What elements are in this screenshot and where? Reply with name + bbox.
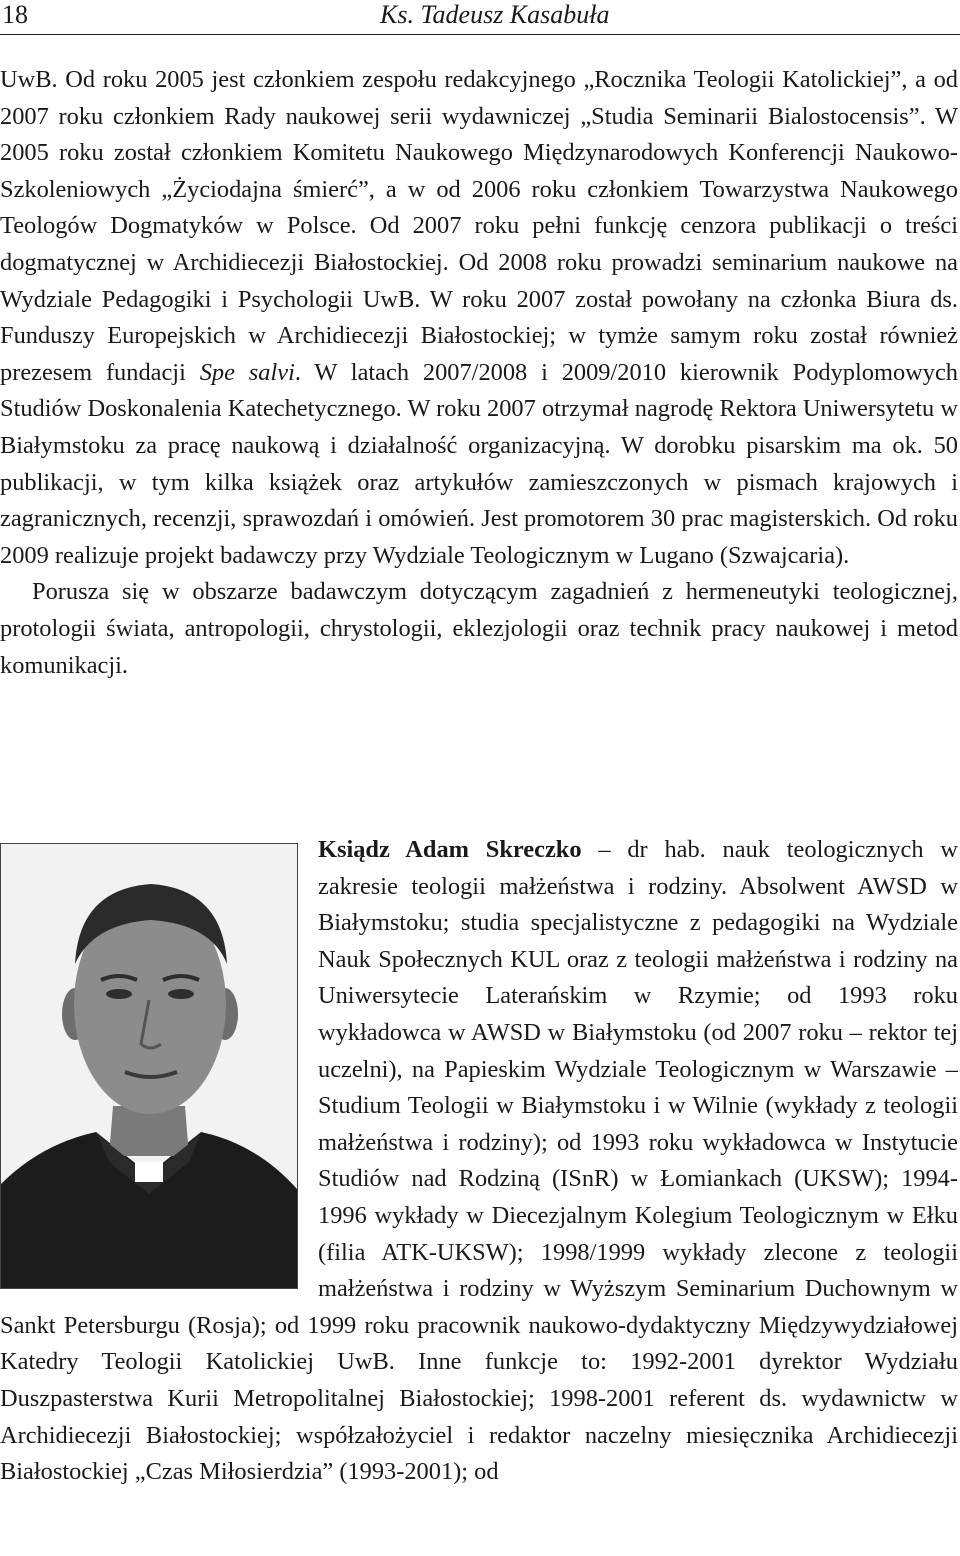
photo-spacer bbox=[0, 832, 318, 1290]
page-header bbox=[0, 0, 960, 35]
bio-section bbox=[0, 832, 958, 1491]
bio-text: – dr hab. nauk teologicznych w zakresie teologii małżeństwa i rodziny. Absolwent AWSD w Białymstoku; studia specjalistyczne z pedagogiki na Wydziale Nauk Społecznych KUL oraz z teologii małżeństwa i rodziny na Uniwersytecie Laterańskim w Rzymie; od 1993 roku wykładowca w AWSD w Białymstoku (od 2007 roku – rektor tej uczelni), na Papieskim Wydziale Teologicznym w Warszawie – Studium Teologii w Białymstoku i w Wilnie (wykłady z teologii małżeństwa i rodziny); od 1993 roku wykładowca w Instytucie Studiów nad Rodziną (ISnR) w Łomiankach (UKSW); 1994-1996 wykłady w Diecezjalnym Kolegium Teologicznym w Ełku (filia ATK-UKSW); 1998/1999 wykłady zlecone z teologii małżeństwa i rodziny w Wyższym Seminarium Duchownym w Sankt Petersburgu (Rosja); od 1999 roku pracownik naukowo-dydaktyczny Międzywydziałowej Katedry Teologii Katolickiej UwB. Inne funkcje to: 1992-2001 dyrektor Wydziału Duszpasterstwa Kurii Metropolitalnej Białostockiej; 1998-2001 referent ds. wydawnictw w Archidiecezji Białostockiej; współzałożyciel i redaktor naczelny miesięcznika Archidiecezji Białostockiej „Czas Miłosierdzia” (1993-2001); od bbox=[0, 836, 958, 1486]
paragraph-1-text-b: . W latach 2007/2008 i 2009/2010 kierownik Podyplomowych Studiów Doskonalenia Katechetycznego. W roku 2007 otrzymał nagrodę Rektora Uniwersytetu w Białymstoku za pracę naukową i działalność organizacyjną. W dorobku pisarskim ma ok. 50 publikacji, w tym kilka książek oraz artykułów zamieszczonych w pismach krajowych i zagranicznych, recenzji, sprawozdań i omówień. Jest promotorem 30 prac magisterskich. Od roku 2009 realizuje projekt badawczy przy Wydziale Teologicznym w Lugano (Szwajcaria). bbox=[0, 358, 958, 569]
paragraph-1-text-a: UwB. Od roku 2005 jest członkiem zespołu redakcyjnego „Rocznika Teologii Katolickiej”, a od 2007 roku członkiem Rady naukowej serii wydawniczej „Studia Seminarii Bialostocensis”. W 2005 roku został członkiem Komitetu Naukowego Międzynarodowych Konferencji Naukowo-Szkoleniowych „Życiodajna śmierć”, a w od 2006 roku członkiem Towarzystwa Naukowego Teologów Dogmatyków w Polsce. Od 2007 roku pełni funkcję cenzora publikacji o treści dogmatycznej w Archidiecezji Białostockiej. Od 2008 roku prowadzi seminarium naukowe na Wydziale Pedagogiki i Psychologii UwB. W roku 2007 został powołany na członka Biura ds. Funduszy Europejskich w Archidiecezji Białostockiej; w tymże samym roku został również prezesem fundacji bbox=[0, 66, 958, 386]
running-head: Ks. Tadeusz Kasabuła bbox=[380, 0, 610, 29]
body-text bbox=[0, 62, 958, 684]
paragraph-1 bbox=[0, 62, 958, 574]
fund-name: Spe salvi bbox=[199, 358, 295, 386]
page-number: 18 bbox=[2, 0, 28, 29]
paragraph-2: Porusza się w obszarze badawczym dotyczącym zagadnień z hermeneutyki teologicznej, protologii świata, antropologii, chrystologii, eklezjologii oraz technik pracy naukowej i metod komunikacji. bbox=[0, 578, 958, 679]
person-name: Ksiądz Adam Skreczko bbox=[318, 836, 582, 863]
